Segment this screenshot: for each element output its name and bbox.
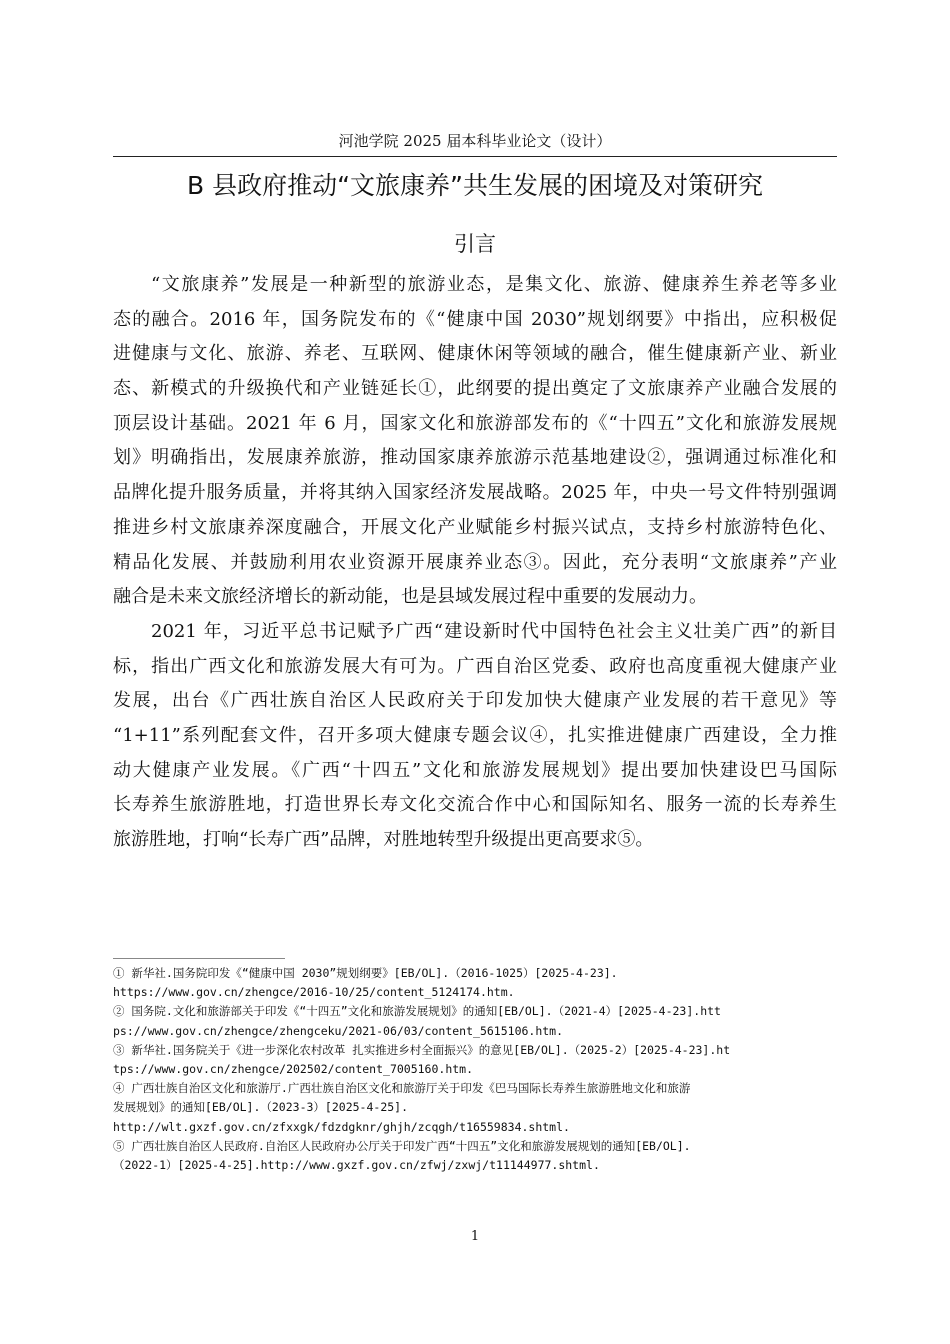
paragraph-1 <box>113 268 837 615</box>
text-line: 发展，出台《广西壮族自治区人民政府关于印发加快大健康产业发展的若干意见》等 <box>113 690 837 712</box>
body-text <box>113 268 837 858</box>
footnote-line: ps://www.gov.cn/zhengce/zhengceku/2021-06/03/content_5615106.htm. <box>113 1023 564 1038</box>
text-line: 精品化发展、并鼓励利用农业资源开展康养业态③。因此，充分表明“文旅康养”产业 <box>113 551 837 573</box>
page-title: B 县政府推动“文旅康养”共生发展的困境及对策研究 <box>186 171 763 200</box>
text-line: 顶层设计基础。2021 年 6 月，国家文化和旅游部发布的《“十四五”文化和旅游发展规 <box>113 412 837 434</box>
text-line: 划》明确指出，发展康养旅游，推动国家康养旅游示范基地建设②，强调通过标准化和 <box>113 447 837 469</box>
text-line: 动大健康产业发展。《广西“十四五”文化和旅游发展规划》提出要加快建设巴马国际 <box>113 759 837 781</box>
footnotes <box>113 964 843 1175</box>
text-line: 长寿养生旅游胜地，打造世界长寿文化交流合作中心和国际知名、服务一流的长寿养生 <box>113 794 837 816</box>
footnote-line: 发展规划》的通知[EB/OL].（2023-3）[2025-4-25]. <box>113 1100 409 1115</box>
footnote-line: ④ 广西壮族自治区文化和旅游厅.广西壮族自治区文化和旅游厅关于印发《巴马国际长寿养生旅游胜地文化和旅游 <box>113 1081 691 1096</box>
header-rule <box>113 156 837 157</box>
text-line: 推进乡村文旅康养深度融合，开展文化产业赋能乡村振兴试点，支持乡村旅游特色化、 <box>113 516 837 538</box>
section-heading: 引言 <box>454 232 496 256</box>
footnote-line: https://www.gov.cn/zhengce/2016-10/25/content_5124174.htm. <box>113 985 515 1000</box>
text-line: “文旅康养”发展是一种新型的旅游业态，是集文化、旅游、健康养生养老等多业 <box>151 274 837 295</box>
text-line: 进健康与文化、旅游、养老、互联网、健康休闲等领域的融合，催生健康新产业、新业 <box>113 343 837 365</box>
footnote-separator <box>113 958 285 959</box>
running-header: 河池学院 2025 届本科毕业论文（设计） <box>338 132 612 150</box>
text-line: “1+11”系列配套文件，召开多项大健康专题会议④，扎实推进健康广西建设，全力推 <box>113 724 837 746</box>
text-line: 融合是未来文旅经济增长的新动能，也是县域发展过程中重要的发展动力。 <box>113 586 707 608</box>
footnote-line: ⑤ 广西壮族自治区人民政府.自治区人民政府办公厅关于印发广西“十四五”文化和旅游发展规划的通知[EB/OL]. <box>113 1138 691 1153</box>
footnote-line: ① 新华社.国务院印发《“健康中国 2030”规划纲要》[EB/OL].（2016-1025）[2025-4-23]. <box>113 966 618 980</box>
footnote-line: ③ 新华社.国务院关于《进一步深化农村改革 扎实推进乡村全面振兴》的意见[EB/OL].（2025-2）[2025-4-23].ht <box>113 1042 731 1057</box>
text-line: 态、新模式的升级换代和产业链延长①，此纲要的提出奠定了文旅康养产业融合发展的 <box>113 378 837 400</box>
footnote-line: tps://www.gov.cn/zhengce/202502/content_7005160.htm. <box>113 1061 474 1076</box>
footnote-line: （2022-1）[2025-4-25].http://www.gxzf.gov.cn/zfwj/zxwj/t11144977.shtml. <box>113 1157 600 1172</box>
text-line: 旅游胜地，打响“长寿广西”品牌，对胜地转型升级提出更高要求⑤。 <box>113 829 654 850</box>
text-line: 2021 年，习近平总书记赋予广西“建设新时代中国特色社会主义壮美广西”的新目 <box>151 620 837 642</box>
paragraph-2 <box>113 615 837 858</box>
footnote-line: http://wlt.gxzf.gov.cn/zfxxgk/fdzdgknr/ghjh/zcqgh/t16559834.shtml. <box>113 1119 570 1134</box>
text-line: 态的融合。2016 年，国务院发布的《“健康中国 2030”规划纲要》中指出，应积极促 <box>113 308 837 330</box>
page-number: 1 <box>470 1229 480 1244</box>
text-line: 品牌化提升服务质量，并将其纳入国家经济发展战略。2025 年，中央一号文件特别强调 <box>113 482 837 504</box>
text-line: 标，指出广西文化和旅游发展大有可为。广西自治区党委、政府也高度重视大健康产业 <box>113 655 837 677</box>
footnote-line: ② 国务院.文化和旅游部关于印发《“十四五”文化和旅游发展规划》的通知[EB/OL].（2021-4）[2025-4-23].htt <box>113 1004 721 1019</box>
